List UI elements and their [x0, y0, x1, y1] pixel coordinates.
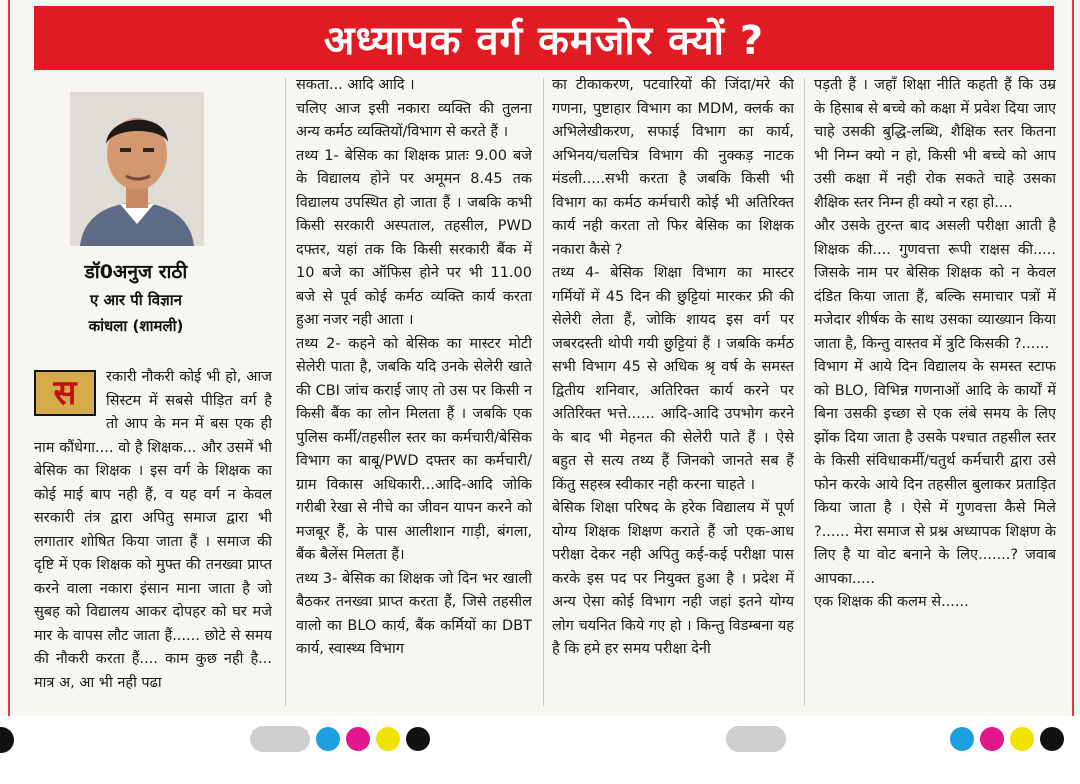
- paragraph: सकता... आदि आदि ।: [296, 77, 415, 93]
- registration-dot-cyan: [316, 727, 340, 751]
- paragraph: पड़ती हैं । जहाँ शिक्षा नीति कहती हैं कि उम्र के हिसाब से बच्चे को कक्षा में प्रवेश दिया जाए चाहे उसकी बुद्धि-लब्धि, शैक्षिक स्तर कितना भी निम्न क्यो न हो, किसी भी बच्चे को आप उसी कक्षा में नही रोक सकते चाहे उसका शैक्षिक स्तर निम्न ही क्यो न रहा हो....: [814, 77, 1056, 211]
- article-column-2: [296, 74, 532, 706]
- registration-dot-yellow: [376, 727, 400, 751]
- registration-dot-black: [1040, 727, 1064, 751]
- paragraph: तथ्य 4- बेसिक शिक्षा विभाग का मास्टर गर्मियों में 45 दिन की छुट्टियां मारकर फ्री की सेलेरी लेता हैं, जोकि शायद इस वर्ग पर जबरदस्ती थोपी गयी छुट्टियां हैं । जबकि कर्मठ सभी विभाग 45 से अधिक श्रृ वर्ष के समस्त द्वितीय शनिवार, अतिरिक्त कार्य करने पर अतिरिक्त भत्ते...... आदि-आदि उपभोग करने के बाद भी मेहनत की सेलेरी पाते हैं । ऐसे बहुत से सत्य तथ्य हैं जिनको जानते सब हैं किंतु सहस्त्र स्वीकार नही करना चाहते ।: [552, 265, 794, 493]
- registration-dot-magenta: [980, 727, 1004, 751]
- article-column-4: [814, 74, 1056, 706]
- drop-cap-letter: स: [34, 370, 96, 416]
- print-registration-strip: [0, 716, 1080, 784]
- paragraph: का टीकाकरण, पटवारियों की जिंदा/मरे की गणना, पुष्टाहार विभाग का MDM, क्लर्क का अभिलेखीकरण, सफाई विभाग का कार्य, अभिनय/चलचित्र विभाग की नुक्कड़ नाटक मंडली.....सभी करता है जबकि किसी भी विभाग का कर्मठ कर्मचारी कोई भी अतिरिक्त कार्य नही करता तो फिर बेसिक का शिक्षक नकारा कैसे ?: [552, 77, 794, 258]
- registration-oval: [726, 726, 786, 752]
- column-1-text: रकारी नौकरी कोई भी हो, आज सिस्टम में सबसे पीड़ित वर्ग है तो आप के मन में बस एक ही नाम कौंधेगा.... वो है शिक्षक... और उसमें भी बेसिक का शिक्षक । इस वर्ग के शिक्षक का कोई माई बाप नही हैं, व यह वर्ग न केवल सरकारी तंत्र द्वारा अपितु समाज द्वारा भी लगातार शोषित किया जाता हैं । समाज की दृष्टि में एक शिक्षक को मुफ्त की तनख्वा प्राप्त करने वाला नकारा इंसान माना जाता है जो सुबह को विद्यालय आकर दोपहर को घर मजे मार के वापस लौट जाता हैं...... छोटे से समय की नौकरी करता हैं.... काम कुछ नही है... मात्र अ, आ भी नही पढा: [34, 369, 272, 691]
- paragraph: बेसिक शिक्षा परिषद के हरेक विद्यालय में पूर्ण योग्य शिक्षक शिक्षण कराते हैं जो एक-आध परीक्षा देकर नही अपितु कई-कई परीक्षा पास करके इस पद पर नियुक्त हुआ है । प्रदेश में अन्य ऐसा कोई विभाग नही जहां इतने योग्य लोग चयनित किये गए हो । किन्तु विडम्बना यह है कि हमे हर समय परीक्षा देनी: [552, 500, 794, 657]
- left-margin-rule: [8, 0, 10, 720]
- paragraph: और उसके तुरन्त बाद असली परीक्षा आती है शिक्षक की.... गुणवत्ता रूपी राक्षस की..... जिसके नाम पर बेसिक शिक्षक को न केवल दंडित किया जाता हैं, बल्कि समाचार पत्रों में मजेदार शीर्षक के साथ उसका व्याख्यान किया जाता है, किन्तु वास्तव में त्रुटि किसकी ?......: [814, 218, 1056, 352]
- paragraph: एक शिक्षक की कलम से......: [814, 594, 969, 610]
- article-column-3: [552, 74, 794, 706]
- registration-dot-cyan: [950, 727, 974, 751]
- registration-oval: [250, 726, 310, 752]
- author-photo: [70, 92, 204, 246]
- right-margin-rule: [1072, 0, 1074, 720]
- column-divider: [285, 78, 286, 706]
- paragraph: तथ्य 1- बेसिक का शिक्षक प्रातः 9.00 बजे के विद्यालय होने पर अमूमन 8.45 तक विद्यालय उपस्थित हो जाता हैं । जबकि कभी किसी सरकारी अस्पताल, तहसील, PWD दफ्तर, यहां तक कि किसी सरकारी बैंक में 10 बजे का ऑफिस होने पर भी 11.00 बजे से पूर्व कोई कर्मठ व्यक्ति कार्य करता हुआ नजर नही आता ।: [296, 147, 532, 328]
- author-name: डॉ0अनुज राठी: [84, 261, 188, 283]
- paragraph: तथ्य 2- कहने को बेसिक का मास्टर मोटी सेलेरी पाता है, जबकि यदि उनके सेलेरी खाते की CBI जांच कराई जाए तो उस पर किसी न किसी बैंक का लोन मिलता हैं । जबकि एक पुलिस कर्मी/तहसील स्तर का कर्मचारी/बेसिक विभाग का बाबू/PWD दफ्तर का कर्मचारी/ग्राम विकास अधिकारी...आदि-आदि जोकि गरीबी रेखा से नीचे का जीवन यापन करने को मजबूर हैं, के पास आलीशान गाड़ी, बंगला, बैंक बैलेंस मिलता हैं।: [296, 335, 532, 563]
- paragraph: तथ्य 3- बेसिक का शिक्षक जो दिन भर खाली बैठकर तनख्वा प्राप्त करता हैं, जिसे तहसील वालो का BLO कार्य, बैंक कर्मियों का DBT कार्य, स्वास्थ्य विभाग: [296, 570, 532, 657]
- headline-text: अध्यापक वर्ग कमजोर क्यों ?: [323, 17, 765, 64]
- column-divider: [543, 78, 544, 706]
- column-divider: [804, 78, 805, 706]
- author-portrait-icon: [70, 92, 204, 246]
- article-column-1: [34, 366, 272, 706]
- registration-dot-magenta: [346, 727, 370, 751]
- author-location: कांधला (शामली): [88, 317, 184, 335]
- headline-banner: [34, 6, 1054, 70]
- author-designation: ए आर पी विज्ञान: [90, 291, 182, 309]
- registration-dot-black: [406, 727, 430, 751]
- paragraph: चलिए आज इसी नकारा व्यक्ति की तुलना अन्य कर्मठ व्यक्तियों/विभाग से करते हैं ।: [296, 100, 532, 140]
- paragraph: विभाग में आये दिन विद्यालय के समस्त स्टाफ को BLO, विभिन्न गणनाओं आदि के कार्यों में बिना उसकी इच्छा से एक लंबे समय के लिए झोंक दिया जाता है उसके पश्चात तहसील स्तर के किसी संविधाकर्मी/चतुर्थ कर्मचारी द्वारा उसे फोन करके आये दिन तहसील बुलाकर प्रताड़ित किया जाता है । ऐसे में गुणवत्ता कैसे मिले ?...... मेरा समाज से प्रश्न अध्यापक शिक्षण के लिए है या वोट बनाने के लिए.......? जवाब आपका.....: [814, 359, 1056, 587]
- registration-dot-yellow: [1010, 727, 1034, 751]
